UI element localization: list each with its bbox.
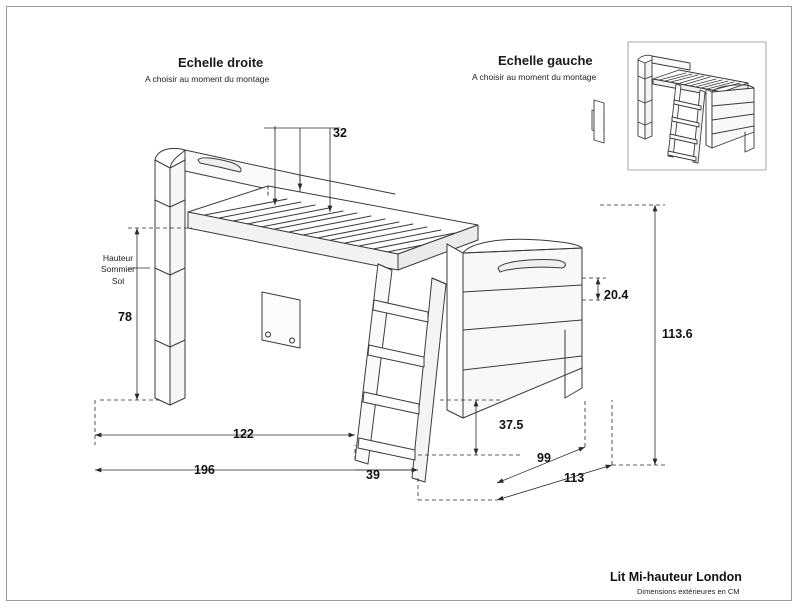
mattress-height-label-line2: Sommier: [100, 264, 135, 275]
heading-right-ladder-title: Echelle droite: [178, 55, 264, 70]
dimension-196: 196: [194, 463, 215, 477]
dimension-37-5: 37.5: [499, 418, 524, 432]
dimension-32: 32: [333, 126, 347, 140]
dimension-113: 113: [564, 471, 585, 485]
mattress-height-label-line1: Hauteur: [102, 253, 134, 263]
dimension-122: 122: [233, 427, 254, 441]
dimension-78: 78: [118, 310, 132, 324]
dimension-99: 99: [537, 451, 551, 465]
dimension-20-4: 20.4: [604, 288, 629, 302]
heading-left-ladder-title: Echelle gauche: [498, 53, 593, 68]
heading-left-ladder-subtitle: A choisir au moment du montage: [472, 72, 597, 82]
footer-product-title: Lit Mi-hauteur London: [610, 570, 742, 584]
footer-units-note: Dimensions extérieures en CM: [637, 587, 740, 596]
heading-right-ladder-subtitle: A choisir au moment du montage: [145, 74, 270, 84]
mattress-height-label-line3: Sol: [111, 275, 125, 286]
dimension-39: 39: [366, 468, 380, 482]
mattress-height-label: [90, 253, 146, 287]
dimension-113-6: 113.6: [662, 327, 693, 341]
left-ladder-thumbnail: [592, 42, 766, 170]
